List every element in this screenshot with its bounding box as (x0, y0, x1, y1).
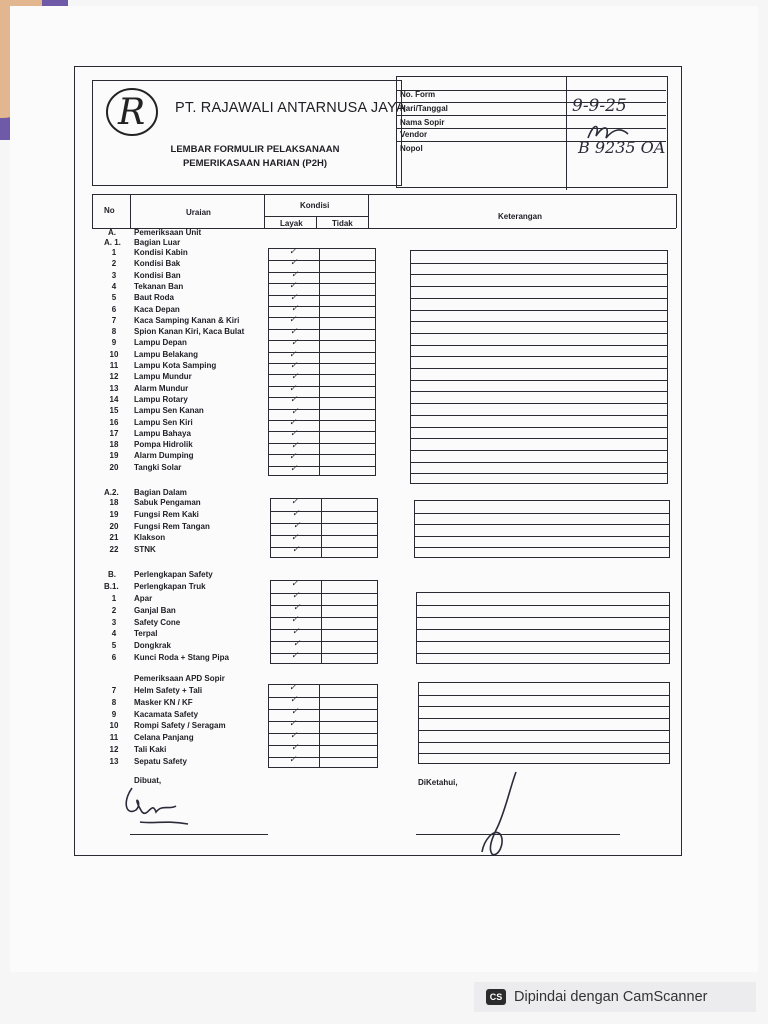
row-label: Kondisi Ban (134, 270, 181, 280)
label-vendor: Vendor (400, 130, 428, 139)
row-label: Sabuk Pengaman (134, 498, 201, 507)
row-number: 20 (109, 521, 119, 531)
handwritten-nopol: B 9235 OA (578, 138, 666, 157)
row-number: 11 (109, 361, 119, 370)
grid-line (411, 450, 667, 451)
row-label: Baut Roda (134, 293, 174, 303)
check-mark: ✓ (293, 639, 301, 649)
label-nopol: Nopol (400, 144, 423, 153)
row-number: 20 (109, 462, 119, 472)
check-mark: ✓ (292, 509, 300, 519)
row-label: Kaca Depan (134, 304, 180, 314)
check-mark: ✓ (290, 429, 298, 440)
row-number: 19 (109, 451, 119, 461)
row-label: Kaca Samping Kanan & Kiri (134, 315, 240, 325)
grid-line (411, 310, 667, 311)
row-label: Fungsi Rem Tangan (134, 521, 210, 531)
info-divider (566, 76, 567, 190)
grid-line (419, 706, 669, 707)
row-number: 1 (111, 594, 117, 603)
row-label: Apar (134, 594, 153, 603)
section-a-code: A. (108, 228, 116, 237)
a1-keterangan-grid (410, 250, 668, 484)
row-label: Lampu Bahaya (134, 428, 191, 438)
section-a2-code: A.2. (104, 488, 119, 497)
check-mark: ✓ (289, 683, 297, 693)
grid-line (271, 617, 377, 618)
grid-line (411, 274, 667, 275)
check-mark: ✓ (291, 497, 299, 507)
dibuat-line (130, 834, 268, 835)
grid-line (415, 547, 669, 548)
camscanner-text: Dipindai dengan CamScanner (514, 989, 708, 1005)
check-mark: ✓ (291, 406, 299, 417)
check-mark: ✓ (289, 247, 297, 257)
row-number: 6 (111, 304, 117, 314)
row-label: Masker KN / KF (134, 697, 193, 707)
table-no-divider (130, 194, 131, 228)
grid-line (411, 473, 667, 474)
row-number: 1 (111, 248, 117, 257)
grid-line (417, 617, 669, 618)
row-label: Pompa Hidrolik (134, 440, 193, 450)
section-a2-label: Bagian Dalam (134, 488, 187, 497)
row-label: Sepatu Safety (134, 756, 187, 766)
handwritten-date: 9-9-25 (572, 96, 627, 116)
table-layak-divider (316, 216, 317, 228)
row-label: Helm Safety + Tali (134, 686, 203, 695)
check-mark: ✓ (292, 591, 300, 601)
grid-line (411, 427, 667, 428)
row-number: 9 (111, 709, 117, 719)
row-number: 7 (111, 315, 117, 325)
row-number: 21 (109, 533, 119, 543)
grid-line (269, 352, 375, 353)
row-number: 13 (109, 756, 119, 766)
table-top-line (92, 194, 676, 195)
info-line (396, 90, 666, 91)
row-number: 8 (111, 697, 117, 707)
grid-line (411, 462, 667, 463)
grid-line (269, 420, 375, 421)
check-mark: ✓ (290, 326, 298, 337)
b1-kondisi-grid (270, 580, 378, 664)
row-label: Kondisi Bak (134, 259, 181, 269)
table-left-line (92, 194, 93, 228)
grid-line (411, 403, 667, 404)
grid-line (269, 443, 375, 444)
row-number: 3 (111, 617, 117, 627)
grid-line (269, 340, 375, 341)
row-label: Alarm Dumping (134, 451, 194, 461)
check-mark: ✓ (291, 372, 299, 383)
grid-line (419, 695, 669, 696)
check-mark: ✓ (289, 755, 297, 765)
table-kondisi-left (264, 194, 265, 228)
row-label: Celana Panjang (134, 733, 194, 743)
grid-line (415, 536, 669, 537)
row-number: 8 (111, 327, 117, 337)
diketahui-line (416, 834, 620, 835)
grid-line (419, 718, 669, 719)
grid-divider (319, 249, 320, 475)
grid-line (271, 593, 377, 594)
row-number: 2 (111, 605, 117, 615)
row-number: 11 (109, 733, 119, 743)
check-mark: ✓ (289, 719, 297, 729)
check-mark: ✓ (291, 615, 299, 625)
section-a-label: Pemeriksaan Unit (134, 228, 202, 237)
table-right-line (676, 194, 677, 228)
row-number: 5 (111, 641, 117, 651)
label-no-form: No. Form (400, 90, 436, 99)
row-number: 17 (109, 428, 119, 438)
grid-line (415, 524, 669, 525)
row-number: 3 (111, 270, 117, 280)
check-mark: ✓ (291, 651, 299, 661)
svg-text:R: R (118, 92, 146, 133)
row-label: Tangki Solar (134, 462, 182, 472)
check-mark: ✓ (291, 440, 299, 451)
check-mark: ✓ (292, 545, 300, 555)
col-layak: Layak (280, 219, 303, 228)
section-b-label: Perlengkapan Safety (134, 570, 213, 579)
check-mark: ✓ (291, 304, 299, 314)
grid-line (419, 742, 669, 743)
grid-line (271, 605, 377, 606)
row-label: Lampu Mundur (134, 372, 192, 382)
apd-keterangan-grid (418, 682, 670, 764)
check-mark: ✓ (289, 349, 297, 360)
dibuat-label: Dibuat, (134, 776, 162, 785)
section-a1-label: Bagian Luar (134, 238, 181, 247)
driver-signature (118, 782, 198, 832)
company-name: PT. RAJAWALI ANTARNUSA JAYA (175, 100, 406, 116)
check-mark: ✓ (291, 338, 299, 349)
row-number: 4 (111, 281, 117, 291)
row-label: Kunci Roda + Stang Pipa (134, 653, 229, 662)
col-no: No (104, 206, 115, 215)
grid-line (269, 260, 375, 261)
grid-line (411, 368, 667, 369)
grid-line (411, 438, 667, 439)
row-number: 19 (109, 509, 119, 519)
section-apd-label: Pemeriksaan APD Sopir (134, 674, 225, 683)
section-b1-code: B.1. (104, 582, 119, 591)
grid-line (269, 757, 377, 758)
row-number: 9 (111, 338, 117, 348)
check-mark: ✓ (291, 269, 299, 280)
row-label: Safety Cone (134, 617, 181, 627)
grid-line (269, 454, 375, 455)
grid-line (419, 753, 669, 754)
col-tidak: Tidak (332, 219, 353, 228)
row-label: Lampu Kota Samping (134, 361, 217, 370)
grid-line (271, 535, 377, 536)
row-label: Fungsi Rem Kaki (134, 509, 199, 519)
check-mark: ✓ (291, 743, 299, 753)
check-mark: ✓ (290, 463, 298, 474)
grid-line (271, 523, 377, 524)
check-mark: ✓ (290, 395, 298, 406)
table-kondisi-right (368, 194, 369, 228)
row-number: 10 (109, 721, 119, 731)
grid-line (269, 397, 375, 398)
grid-line (269, 697, 377, 698)
label-nama-sopir: Nama Sopir (400, 118, 445, 127)
row-label: Tali Kaki (134, 745, 167, 754)
form-title-line-2: PEMERIKASAAN HARIAN (P2H) (182, 158, 328, 169)
row-number: 15 (109, 406, 119, 416)
grid-line (269, 363, 375, 364)
grid-line (411, 391, 667, 392)
row-number: 5 (111, 293, 117, 303)
grid-line (411, 333, 667, 334)
camscanner-watermark (474, 982, 756, 1012)
a2-kondisi-grid (270, 498, 378, 558)
apd-kondisi-grid (268, 684, 378, 768)
diketahui-label: DiKetahui, (418, 778, 458, 787)
grid-line (411, 345, 667, 346)
row-number: 6 (111, 653, 117, 662)
grid-line (271, 653, 377, 654)
grid-line (417, 641, 669, 642)
row-number: 2 (111, 259, 117, 269)
row-number: 14 (109, 394, 119, 404)
grid-line (411, 321, 667, 322)
row-label: Lampu Sen Kanan (134, 406, 204, 416)
grid-line (411, 263, 667, 264)
row-number: 18 (109, 440, 119, 450)
col-kondisi: Kondisi (300, 201, 330, 210)
grid-line (271, 641, 377, 642)
camscanner-icon: CS (486, 989, 506, 1005)
grid-line (419, 730, 669, 731)
check-mark: ✓ (293, 603, 301, 613)
row-label: Alarm Mundur (134, 383, 189, 393)
check-mark: ✓ (292, 627, 300, 637)
check-mark: ✓ (289, 281, 297, 292)
check-mark: ✓ (289, 418, 297, 428)
check-mark: ✓ (290, 361, 298, 371)
grid-line (411, 415, 667, 416)
row-label: Spion Kanan Kiri, Kaca Bulat (134, 327, 245, 337)
check-mark: ✓ (289, 315, 297, 326)
grid-line (417, 653, 669, 654)
row-label: Lampu Sen Kiri (134, 417, 193, 427)
grid-line (269, 272, 375, 273)
row-label: Tekanan Ban (134, 281, 184, 291)
grid-line (269, 709, 377, 710)
check-mark: ✓ (290, 258, 298, 269)
row-number: 12 (109, 745, 119, 754)
check-mark: ✓ (290, 292, 298, 303)
check-mark: ✓ (289, 383, 297, 394)
row-number: 13 (109, 383, 119, 393)
row-number: 7 (111, 686, 117, 695)
check-mark: ✓ (290, 695, 298, 705)
row-label: Lampu Depan (134, 338, 187, 348)
label-hari-tanggal: Hari/Tanggal (400, 104, 448, 113)
grid-line (269, 721, 377, 722)
grid-line (411, 298, 667, 299)
grid-line (271, 629, 377, 630)
row-number: 18 (109, 498, 119, 507)
grid-line (269, 283, 375, 284)
row-number: 16 (109, 417, 119, 427)
row-label: Lampu Rotary (134, 394, 188, 404)
table-kondisi-split (264, 216, 368, 217)
grid-line (269, 317, 375, 318)
row-number: 22 (109, 545, 119, 555)
row-label: Kacamata Safety (134, 709, 199, 719)
section-b-code: B. (108, 570, 116, 579)
row-label: Klakson (134, 533, 166, 543)
grid-line (269, 733, 377, 734)
col-uraian: Uraian (186, 208, 211, 217)
grid-line (271, 511, 377, 512)
grid-divider (321, 581, 322, 663)
row-label: Dongkrak (134, 641, 171, 651)
grid-divider (319, 685, 320, 767)
row-number: 12 (109, 372, 119, 382)
a1-kondisi-grid (268, 248, 376, 476)
grid-line (269, 374, 375, 375)
row-label: Lampu Belakang (134, 349, 199, 359)
check-mark: ✓ (290, 731, 298, 741)
grid-line (411, 356, 667, 357)
check-mark: ✓ (291, 707, 299, 717)
check-mark: ✓ (291, 533, 299, 543)
grid-line (415, 513, 669, 514)
grid-line (269, 386, 375, 387)
section-b1-label: Perlengkapan Truk (134, 582, 206, 591)
a2-keterangan-grid (414, 500, 670, 558)
row-label: STNK (134, 545, 156, 555)
grid-line (411, 286, 667, 287)
grid-line (269, 306, 375, 307)
check-mark: ✓ (289, 452, 297, 463)
form-title-line-1: LEMBAR FORMULIR PELAKSANAAN (170, 144, 340, 155)
row-label: Ganjal Ban (134, 605, 176, 615)
grid-line (269, 409, 375, 410)
supervisor-signature (470, 768, 530, 864)
row-label: Kondisi Kabin (134, 248, 188, 257)
col-keterangan: Keterangan (498, 212, 543, 221)
row-label: Terpal (134, 629, 158, 639)
grid-line (269, 745, 377, 746)
form-title (130, 143, 380, 171)
grid-divider (321, 499, 322, 557)
check-mark: ✓ (291, 579, 299, 589)
grid-line (269, 295, 375, 296)
b1-keterangan-grid (416, 592, 670, 664)
grid-line (417, 629, 669, 630)
company-logo (104, 86, 160, 138)
row-number: 4 (111, 629, 117, 639)
grid-line (269, 329, 375, 330)
check-mark: ✓ (293, 521, 301, 531)
grid-line (269, 431, 375, 432)
grid-line (271, 547, 377, 548)
grid-line (411, 380, 667, 381)
row-number: 10 (109, 349, 119, 359)
grid-line (269, 466, 375, 467)
grid-line (417, 605, 669, 606)
row-label: Rompi Safety / Seragam (134, 721, 226, 731)
section-a1-code: A. 1. (104, 238, 121, 247)
